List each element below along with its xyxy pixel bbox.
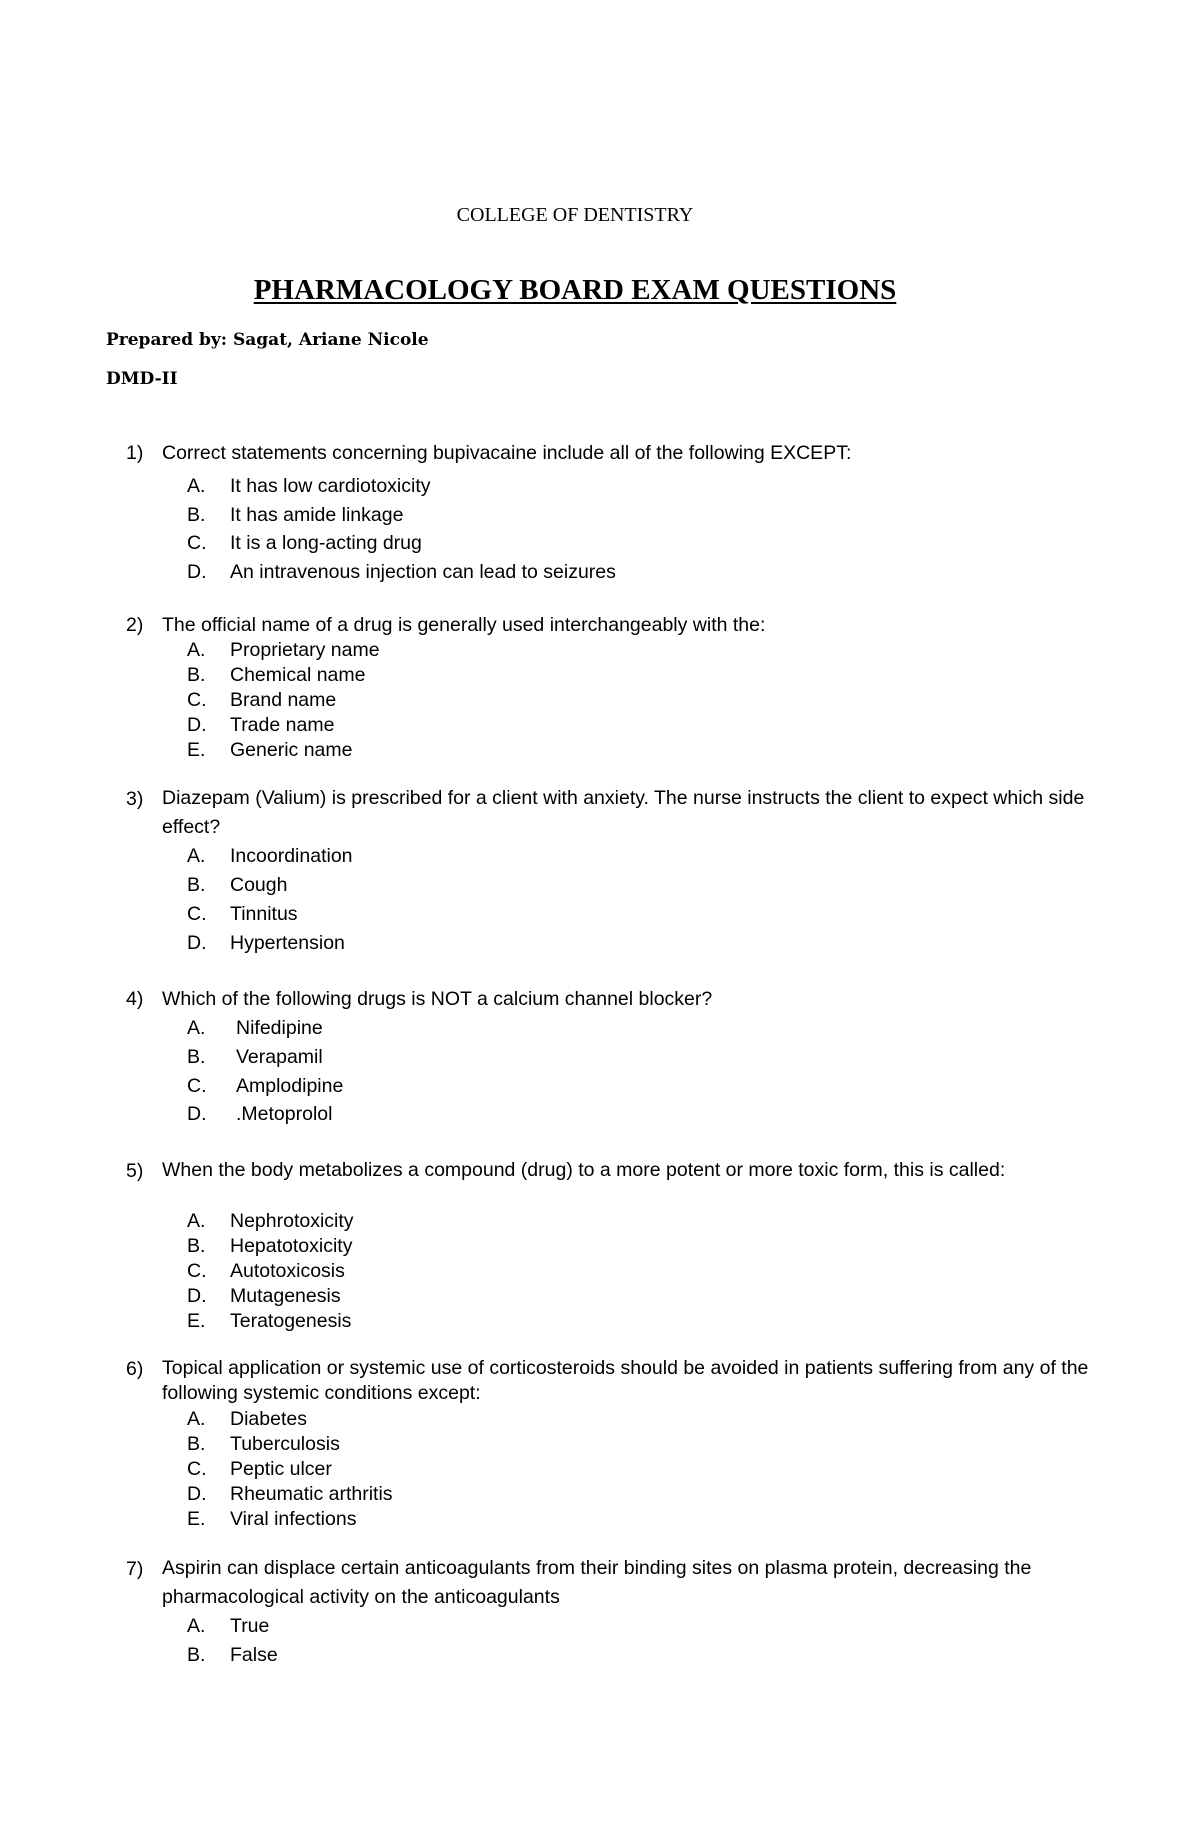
question-text: Diazepam (Valium) is prescribed for a client with anxiety. The nurse instructs the client to expect which side effect? bbox=[162, 787, 1085, 838]
question-number: 3) bbox=[126, 788, 144, 810]
question-text: The official name of a drug is generally used interchangeably with the: bbox=[162, 614, 766, 636]
question-text: Aspirin can displace certain anticoagulants from their binding sites on plasma protein, decreasing the pharmacological activity on the anticoagulants bbox=[162, 1557, 1032, 1608]
college-heading: COLLEGE OF DENTISTRY bbox=[456, 204, 694, 226]
option-text: Generic name bbox=[230, 739, 353, 761]
option-letter: C. bbox=[187, 1260, 207, 1282]
option-text: Incoordination bbox=[230, 845, 353, 867]
option-letter: A. bbox=[187, 639, 206, 661]
option-text: Trade name bbox=[230, 714, 335, 736]
option-letter: C. bbox=[187, 689, 207, 711]
option-text: Hypertension bbox=[230, 932, 345, 954]
question-text: Which of the following drugs is NOT a calcium channel blocker? bbox=[162, 988, 713, 1010]
option-letter: E. bbox=[187, 1508, 206, 1530]
option-text: Nephrotoxicity bbox=[230, 1210, 354, 1232]
option-letter: C. bbox=[187, 532, 207, 554]
option-letter: B. bbox=[187, 874, 206, 896]
question-number: 5) bbox=[126, 1160, 144, 1182]
course-label: DMD-II bbox=[106, 369, 178, 389]
option-letter: A. bbox=[187, 475, 206, 497]
option-text: It has amide linkage bbox=[230, 504, 404, 526]
option-text: Tuberculosis bbox=[230, 1433, 340, 1455]
option-letter: C. bbox=[187, 1458, 207, 1480]
option-text: Viral infections bbox=[230, 1508, 357, 1530]
option-text: .Metoprolol bbox=[236, 1103, 333, 1125]
option-letter: D. bbox=[187, 1285, 207, 1307]
option-text: It is a long-acting drug bbox=[230, 532, 422, 554]
option-text: Brand name bbox=[230, 689, 337, 711]
question-number: 7) bbox=[126, 1558, 144, 1580]
option-letter: B. bbox=[187, 664, 206, 686]
option-text: Teratogenesis bbox=[230, 1310, 352, 1332]
option-letter: B. bbox=[187, 1235, 206, 1257]
question-text: Topical application or systemic use of corticosteroids should be avoided in patients suffering from any of the following systemic conditions except: bbox=[162, 1357, 1089, 1404]
option-text: It has low cardiotoxicity bbox=[230, 475, 431, 497]
option-letter: D. bbox=[187, 561, 207, 583]
option-letter: B. bbox=[187, 1046, 206, 1068]
question-text: When the body metabolizes a compound (drug) to a more potent or more toxic form, this is called: bbox=[162, 1159, 1006, 1181]
prepared-by: Prepared by: Sagat, Ariane Nicole bbox=[106, 330, 429, 350]
option-letter: B. bbox=[187, 1433, 206, 1455]
question-number: 1) bbox=[126, 442, 144, 464]
option-letter: A. bbox=[187, 1017, 206, 1039]
option-letter: D. bbox=[187, 1103, 207, 1125]
option-text: Tinnitus bbox=[230, 903, 298, 925]
option-letter: E. bbox=[187, 1310, 206, 1332]
option-letter: A. bbox=[187, 1615, 206, 1637]
option-letter: C. bbox=[187, 1075, 207, 1097]
option-letter: A. bbox=[187, 845, 206, 867]
option-letter: B. bbox=[187, 1644, 206, 1666]
option-letter: D. bbox=[187, 932, 207, 954]
question-number: 6) bbox=[126, 1358, 144, 1380]
option-text: Hepatotoxicity bbox=[230, 1235, 353, 1257]
question-text: Correct statements concerning bupivacaine include all of the following EXCEPT: bbox=[162, 442, 852, 464]
option-text: Peptic ulcer bbox=[230, 1458, 332, 1480]
question-number: 2) bbox=[126, 614, 144, 636]
option-text: Verapamil bbox=[236, 1046, 323, 1068]
question-number: 4) bbox=[126, 988, 144, 1010]
option-letter: B. bbox=[187, 504, 206, 526]
option-text: Autotoxicosis bbox=[230, 1260, 345, 1282]
option-text: Diabetes bbox=[230, 1408, 307, 1430]
option-text: False bbox=[230, 1644, 278, 1666]
page-title: PHARMACOLOGY BOARD EXAM QUESTIONS bbox=[253, 274, 897, 306]
option-text: Proprietary name bbox=[230, 639, 380, 661]
option-text: Mutagenesis bbox=[230, 1285, 341, 1307]
option-letter: E. bbox=[187, 739, 206, 761]
option-text: An intravenous injection can lead to seizures bbox=[230, 561, 616, 583]
option-letter: D. bbox=[187, 1483, 207, 1505]
option-text: Nifedipine bbox=[236, 1017, 323, 1039]
option-letter: A. bbox=[187, 1210, 206, 1232]
option-text: Amplodipine bbox=[236, 1075, 344, 1097]
option-letter: A. bbox=[187, 1408, 206, 1430]
option-text: True bbox=[230, 1615, 270, 1637]
option-text: Rheumatic arthritis bbox=[230, 1483, 393, 1505]
option-letter: D. bbox=[187, 714, 207, 736]
option-text: Chemical name bbox=[230, 664, 366, 686]
option-letter: C. bbox=[187, 903, 207, 925]
option-text: Cough bbox=[230, 874, 288, 896]
